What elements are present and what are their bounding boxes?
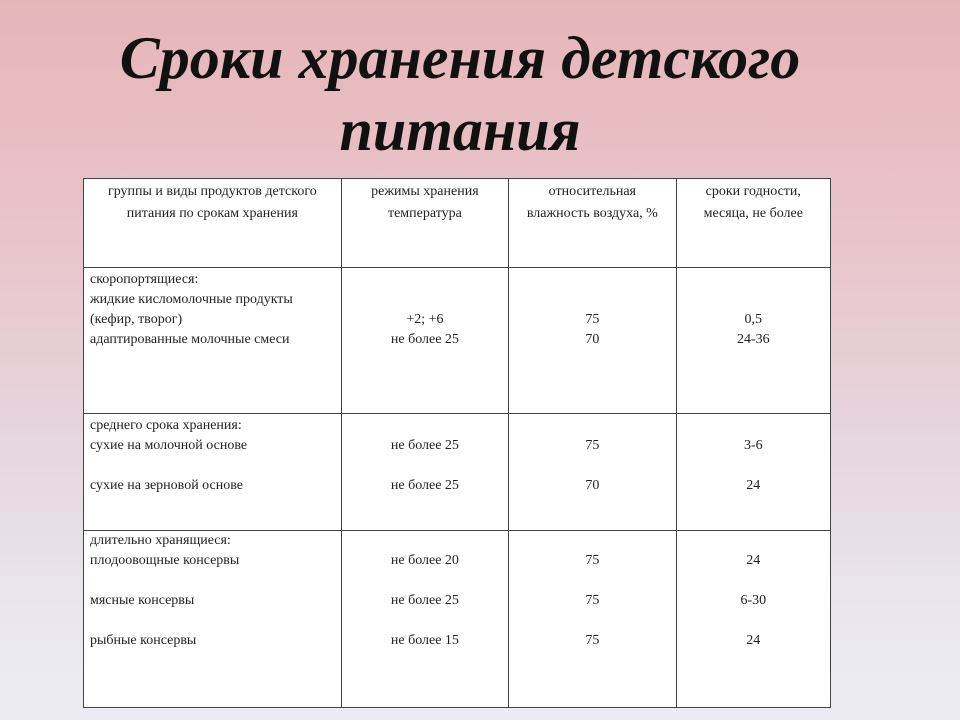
humidity-value: 75: [585, 633, 600, 648]
shelf-life-cell: [676, 414, 830, 531]
page-title: [0, 22, 920, 166]
temperature-cell: [341, 268, 508, 414]
shelf-life-cell: [676, 531, 830, 708]
humidity-value: 75: [585, 312, 600, 327]
table-row: [84, 268, 831, 414]
header-text: месяца, не более: [703, 206, 803, 221]
header-text: температура: [387, 206, 462, 221]
product-name: рыбные консервы: [90, 633, 197, 648]
product-name: сухие на молочной основе: [90, 438, 248, 453]
temperature-value: не более 25: [390, 593, 459, 608]
shelf-life-value: 24-36: [736, 332, 770, 347]
product-group-cell: [84, 268, 342, 414]
shelf-life-cell: [676, 268, 830, 414]
header-text: относительная: [548, 184, 637, 199]
shelf-life-value: 24: [746, 553, 761, 568]
product-name: сухие на зерновой основе: [90, 478, 243, 493]
table-row: [84, 414, 831, 531]
product-name: жидкие кисломолочные продукты: [90, 292, 293, 307]
shelf-life-value: 6-30: [740, 593, 767, 608]
temperature-value: +2; +6: [406, 312, 444, 327]
shelf-life-value: 24: [746, 478, 761, 493]
header-temperature: [341, 179, 508, 268]
humidity-value: 75: [585, 438, 600, 453]
header-text: группы и виды продуктов детского: [107, 184, 317, 199]
humidity-value: 75: [585, 553, 600, 568]
temperature-value: не более 20: [390, 553, 459, 568]
temperature-cell: [341, 531, 508, 708]
product-group-cell: [84, 531, 342, 708]
header-text: режимы хранения: [371, 184, 479, 199]
humidity-value: 70: [585, 332, 600, 347]
temperature-value: не более 25: [390, 478, 459, 493]
humidity-cell: [509, 414, 676, 531]
product-name: плодоовощные консервы: [90, 553, 240, 568]
header-text: питания по срокам хранения: [126, 206, 298, 221]
humidity-cell: [509, 268, 676, 414]
table-header-row: [84, 179, 831, 268]
product-name: мясные консервы: [90, 593, 195, 608]
title-line-2: питания: [339, 97, 581, 163]
humidity-value: 70: [585, 478, 600, 493]
storage-table: [83, 178, 831, 708]
temperature-value: не более 25: [390, 332, 459, 347]
group-label: длительно хранящиеся:: [90, 533, 231, 548]
group-label: среднего срока хранения:: [90, 418, 242, 433]
temperature-cell: [341, 414, 508, 531]
product-name: адаптированные молочные смеси: [90, 332, 290, 347]
header-humidity: [509, 179, 676, 268]
table-row: [84, 531, 831, 708]
product-name: (кефир, творог): [90, 312, 183, 327]
header-shelf-life: [676, 179, 830, 268]
humidity-value: 75: [585, 593, 600, 608]
header-text: сроки годности,: [705, 184, 801, 199]
header-product-group: [84, 179, 342, 268]
shelf-life-value: 0,5: [744, 312, 763, 327]
group-label: скоропортящиеся:: [90, 272, 199, 287]
title-line-1: Сроки хранения детского: [119, 25, 801, 91]
humidity-cell: [509, 531, 676, 708]
shelf-life-value: 3-6: [743, 438, 763, 453]
header-text: влажность воздуха, %: [526, 206, 658, 221]
shelf-life-value: 24: [746, 633, 761, 648]
product-group-cell: [84, 414, 342, 531]
temperature-value: не более 25: [390, 438, 459, 453]
temperature-value: не более 15: [390, 633, 459, 648]
